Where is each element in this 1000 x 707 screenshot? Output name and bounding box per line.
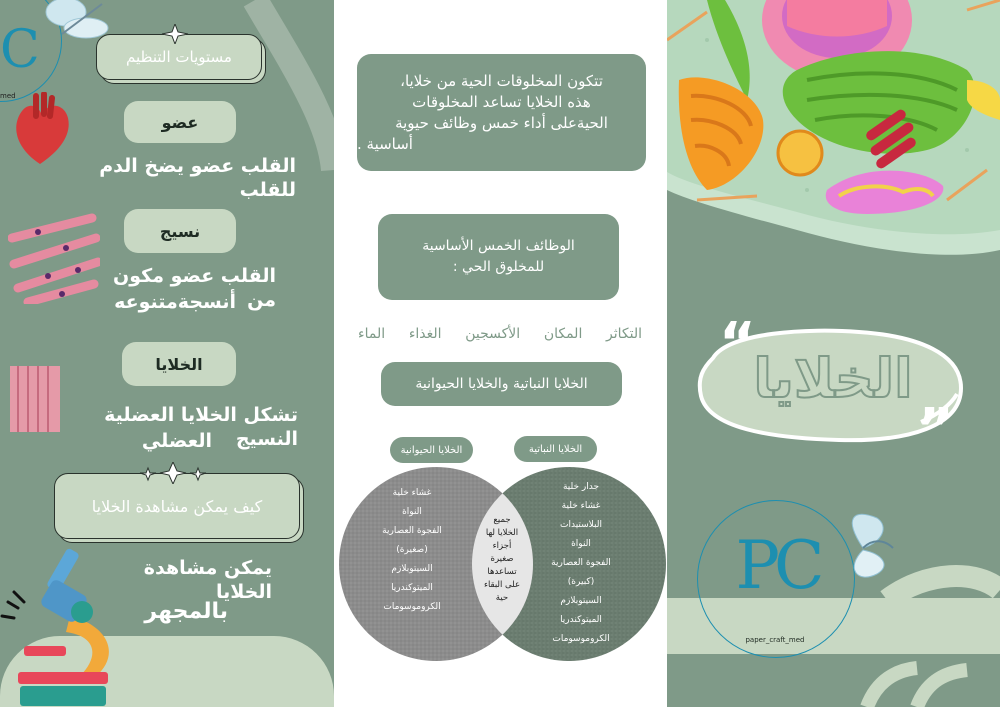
sparkle-icon	[160, 24, 190, 44]
logo-letters: PC	[735, 527, 819, 604]
plant-item: الفجوة العصارية	[551, 558, 611, 568]
animal-cells-label: الخلايا الحيوانية	[390, 437, 473, 463]
levels-title: مستويات التنظيم	[126, 48, 232, 66]
microscope-icon	[0, 546, 124, 707]
organ-label: عضو	[124, 101, 236, 143]
logo-caption-partial: med	[0, 92, 16, 100]
animal-item: غشاء خلية	[392, 488, 432, 498]
common-item: أجزاء	[492, 541, 512, 551]
plant-item: النواة	[571, 539, 591, 549]
tissue-text-2: أنسجةمتنوعه	[114, 291, 236, 313]
cover-title: الخلايا	[753, 346, 913, 410]
plant-items-list	[526, 478, 636, 649]
cells-text-2: العضلي	[141, 430, 212, 452]
animal-items-list	[362, 484, 462, 617]
intro-line-4: أساسية .	[357, 134, 413, 153]
intro-line-3: الحيةعلى أداء خمس وظائف حيوية	[395, 113, 608, 132]
animal-item: (صغيرة)	[396, 545, 428, 555]
animal-item: الكروموسومات	[383, 602, 441, 612]
plant-item: غشاء خلية	[561, 501, 601, 511]
function-reproduce: التكاثر	[606, 326, 642, 342]
tissue-label: نسيج	[124, 209, 236, 253]
function-water: الماء	[358, 326, 386, 342]
cells-label: الخلايا	[122, 342, 236, 386]
functions-line-2: للمخلوق الحي :	[452, 259, 545, 275]
left-panel	[0, 0, 334, 707]
right-panel	[667, 0, 1000, 707]
cells-text-1: تشكل الخلايا العضلية النسيج	[104, 404, 298, 450]
common-item: على البقاء	[483, 580, 521, 590]
plant-item: البلاستيدات	[560, 520, 602, 530]
common-item: جميع	[493, 515, 511, 525]
animal-item: الميتوكندريا	[391, 583, 433, 593]
logo-caption: paper_craft_med	[745, 636, 805, 644]
animal-item: السيتوبلازم	[391, 564, 433, 574]
functions-list	[358, 326, 642, 342]
plant-item: الكروموسومات	[552, 634, 610, 644]
animal-item: النواة	[402, 507, 422, 517]
common-item: صغيرة	[490, 554, 514, 564]
close-quote-icon: ”	[917, 397, 954, 462]
function-food: الغذاء	[408, 326, 442, 342]
functions-box	[378, 214, 619, 300]
sparkle-trio-icon	[138, 462, 208, 484]
plant-item: (كبيرة)	[567, 577, 595, 587]
micro-text-2: بالمجهر	[144, 599, 228, 624]
common-item: الخلايا لها	[485, 528, 519, 538]
micro-text-1: يمكن مشاهدة الخلايا	[143, 557, 272, 603]
intro-line-2: هذه الخلايا تساعد المخلوقات	[412, 92, 591, 111]
intro-line-1: تتكون المخلوقات الحية من خلايا،	[400, 71, 603, 90]
plant-item: الميتوكندريا	[560, 615, 602, 625]
plant-item: جدار خلية	[562, 482, 600, 492]
plant-animal-title: الخلايا النباتية والخلايا الحيوانية	[381, 362, 622, 406]
plant-item: السيتوبلازم	[560, 596, 602, 606]
open-quote-icon: “	[719, 311, 756, 376]
butterfly-icon	[833, 508, 913, 588]
common-items-list	[474, 514, 530, 605]
common-item: تساعدها	[487, 567, 517, 577]
middle-panel	[334, 0, 667, 707]
plant-cells-label: الخلايا النباتية	[514, 436, 597, 462]
common-item: حية	[495, 593, 509, 603]
intro-box	[357, 54, 646, 171]
animal-item: الفجوة العصارية	[382, 526, 442, 536]
functions-line-1: الوظائف الخمس الأساسية	[422, 238, 575, 254]
cell-illustration	[667, 0, 1000, 290]
function-oxygen: الأكسجين	[465, 326, 521, 342]
logo-letter-partial: C	[0, 20, 40, 80]
organ-text: القلب عضو يضخ الدم للقلب	[99, 155, 296, 201]
how-title: كيف يمكن مشاهدة الخلايا	[91, 496, 263, 516]
tissue-text-1: القلب عضو مكون من	[113, 265, 276, 311]
function-place: المكان	[543, 326, 583, 342]
